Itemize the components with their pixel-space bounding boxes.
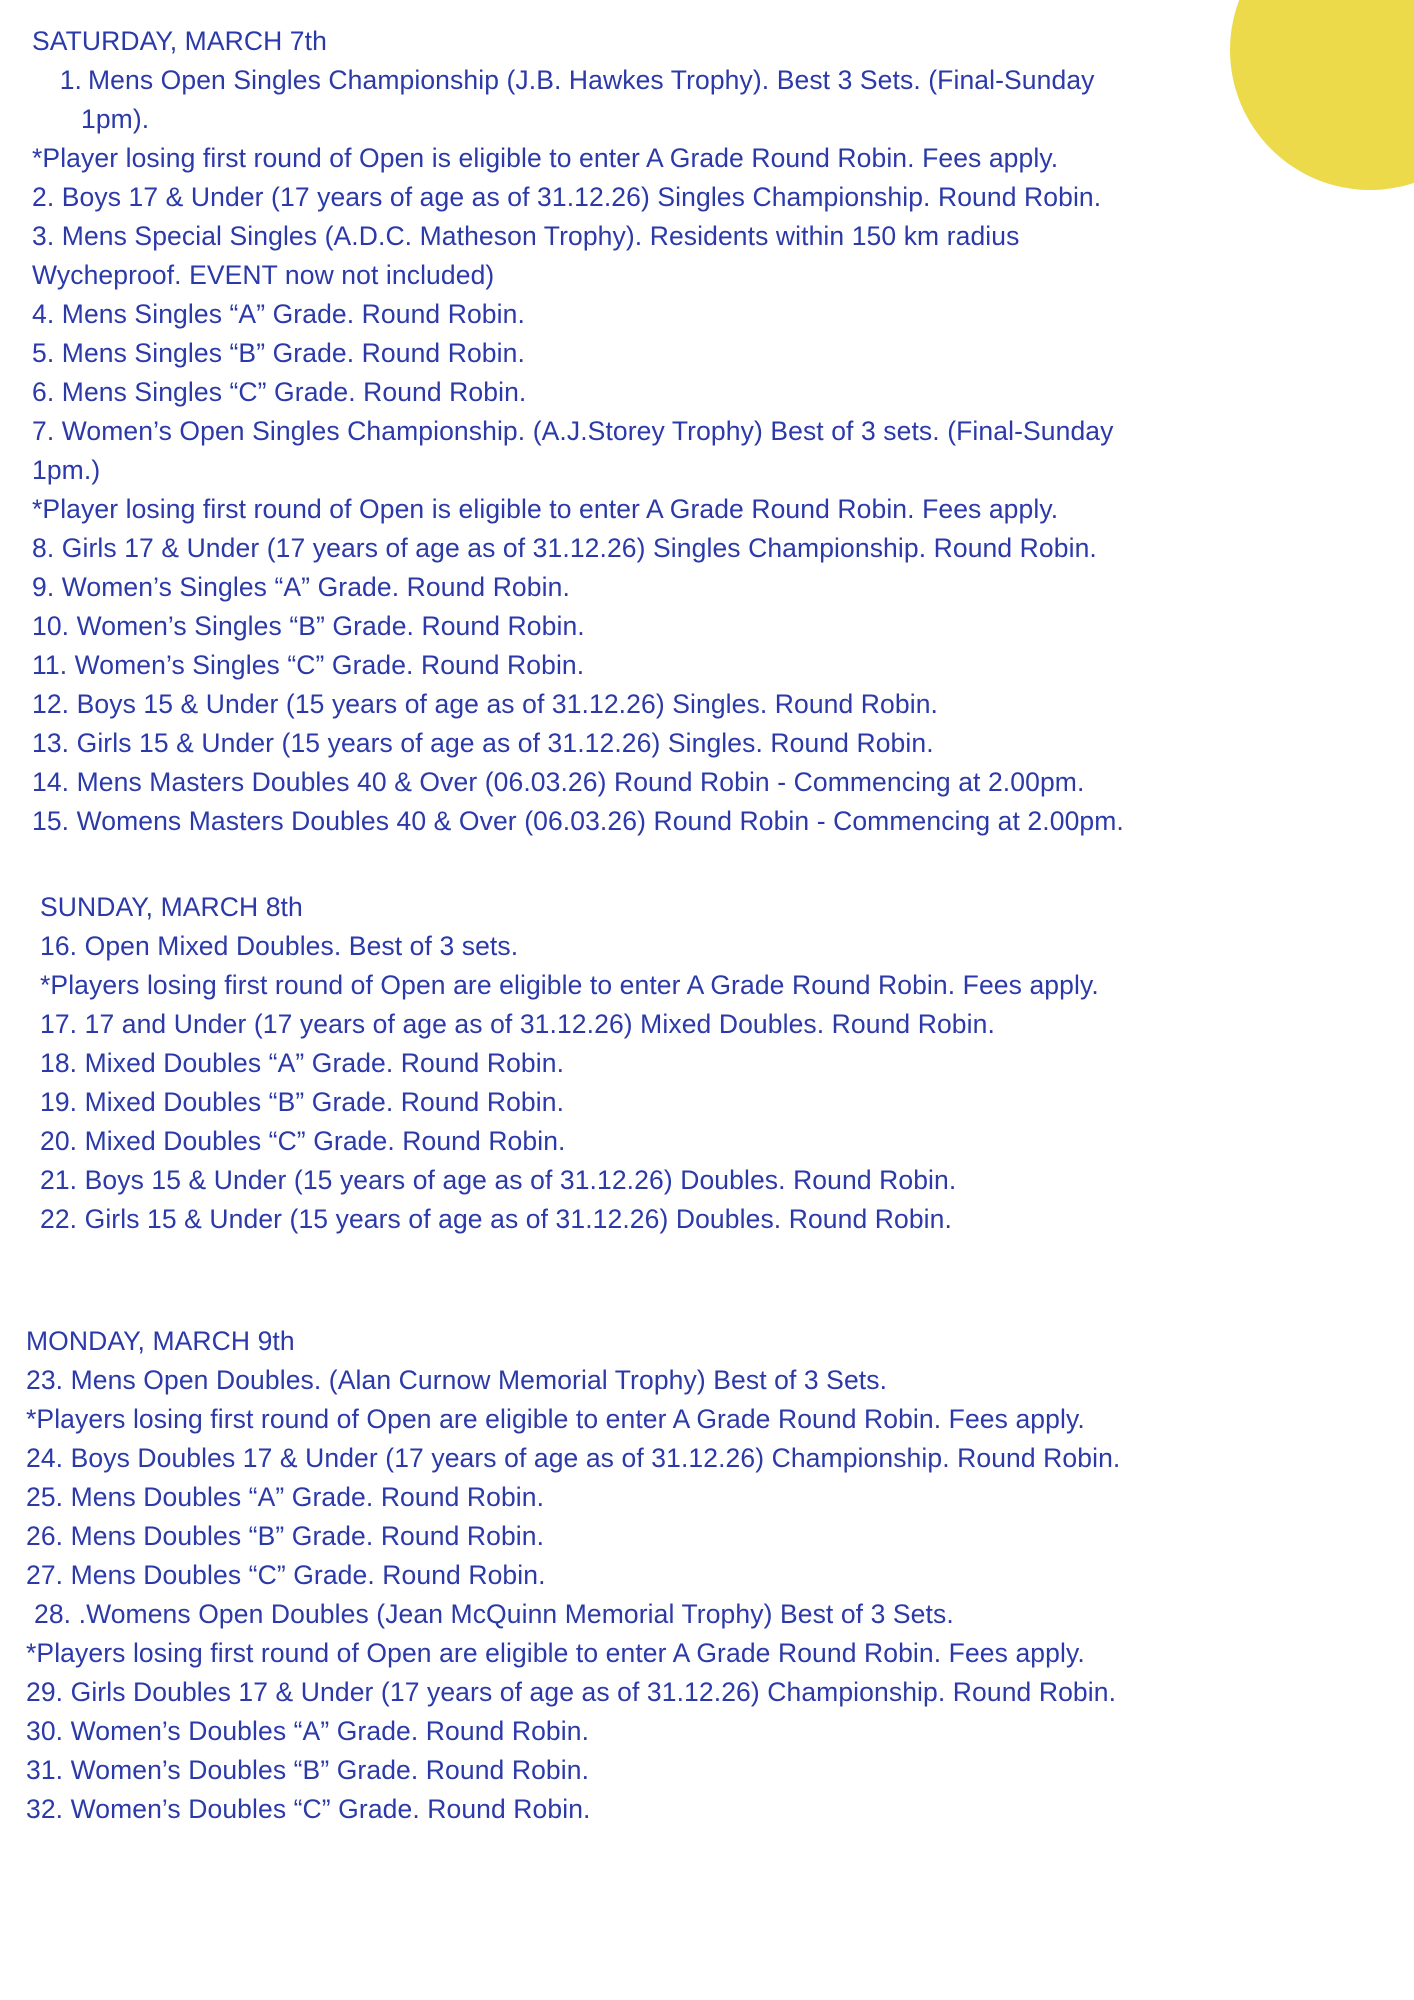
event-item-1 [32, 61, 1124, 100]
list-item: 3. Mens Special Singles (A.D.C. Matheson Trophy). Residents within 150 km radius [32, 221, 1020, 251]
list-item: 25. Mens Doubles “A” Grade. Round Robin. [26, 1482, 545, 1512]
event-item-1-text: Mens Open Singles Championship (J.B. Hawkes Trophy). Best 3 Sets. (Final-Sunday [88, 65, 1095, 95]
list-item: Wycheproof. EVENT now not included) [32, 260, 495, 290]
list-item: 29. Girls Doubles 17 & Under (17 years of age as of 31.12.26) Championship. Round Robin. [26, 1677, 1117, 1707]
event-item-1-number: 1. [59, 65, 82, 95]
decorative-yellow-circle [1230, 0, 1414, 190]
event-item-1-continuation: 1pm). [81, 104, 150, 134]
list-item: 23. Mens Open Doubles. (Alan Curnow Memorial Trophy) Best of 3 Sets. [26, 1365, 888, 1395]
list-item: *Player losing first round of Open is eligible to enter A Grade Round Robin. Fees apply. [32, 143, 1059, 173]
list-item: 8. Girls 17 & Under (17 years of age as of 31.12.26) Singles Championship. Round Robin. [32, 533, 1097, 563]
list-item: 19. Mixed Doubles “B” Grade. Round Robin. [40, 1087, 565, 1117]
list-item: 4. Mens Singles “A” Grade. Round Robin. [32, 299, 525, 329]
list-item: *Players losing first round of Open are eligible to enter A Grade Round Robin. Fees apply. [26, 1638, 1085, 1668]
list-item: 20. Mixed Doubles “C” Grade. Round Robin. [40, 1126, 566, 1156]
list-item: 14. Mens Masters Doubles 40 & Over (06.03.26) Round Robin - Commencing at 2.00pm. [32, 767, 1085, 797]
list-item: 30. Women’s Doubles “A” Grade. Round Robin. [26, 1716, 590, 1746]
saturday-heading: SATURDAY, MARCH 7th [32, 26, 327, 56]
list-item: 6. Mens Singles “C” Grade. Round Robin. [32, 377, 527, 407]
list-item: 11. Women’s Singles “C” Grade. Round Robin. [32, 650, 585, 680]
list-item: *Player losing first round of Open is eligible to enter A Grade Round Robin. Fees apply. [32, 494, 1059, 524]
list-item: 28. .Womens Open Doubles (Jean McQuinn Memorial Trophy) Best of 3 Sets. [34, 1599, 954, 1629]
list-item: 31. Women’s Doubles “B” Grade. Round Robin. [26, 1755, 590, 1785]
saturday-section [32, 22, 1124, 841]
list-item: *Players losing first round of Open are eligible to enter A Grade Round Robin. Fees apply. [26, 1404, 1085, 1434]
list-item: 27. Mens Doubles “C” Grade. Round Robin. [26, 1560, 546, 1590]
sunday-section [40, 888, 1099, 1239]
list-item: 17. 17 and Under (17 years of age as of 31.12.26) Mixed Doubles. Round Robin. [40, 1009, 995, 1039]
list-item: 26. Mens Doubles “B” Grade. Round Robin. [26, 1521, 545, 1551]
monday-heading: MONDAY, MARCH 9th [26, 1326, 295, 1356]
list-item: 2. Boys 17 & Under (17 years of age as of 31.12.26) Singles Championship. Round Robin. [32, 182, 1102, 212]
list-item: 10. Women’s Singles “B” Grade. Round Robin. [32, 611, 585, 641]
list-item: 21. Boys 15 & Under (15 years of age as of 31.12.26) Doubles. Round Robin. [40, 1165, 957, 1195]
list-item: 15. Womens Masters Doubles 40 & Over (06.03.26) Round Robin - Commencing at 2.00pm. [32, 806, 1124, 836]
list-item: 13. Girls 15 & Under (15 years of age as of 31.12.26) Singles. Round Robin. [32, 728, 934, 758]
list-item: 12. Boys 15 & Under (15 years of age as of 31.12.26) Singles. Round Robin. [32, 689, 939, 719]
list-item: 7. Women’s Open Singles Championship. (A.J.Storey Trophy) Best of 3 sets. (Final-Sunday [32, 416, 1114, 446]
list-item: 22. Girls 15 & Under (15 years of age as of 31.12.26) Doubles. Round Robin. [40, 1204, 952, 1234]
sunday-heading: SUNDAY, MARCH 8th [40, 892, 303, 922]
list-item: 5. Mens Singles “B” Grade. Round Robin. [32, 338, 525, 368]
list-item: 1pm.) [32, 455, 101, 485]
list-item: 32. Women’s Doubles “C” Grade. Round Robin. [26, 1794, 591, 1824]
list-item: 9. Women’s Singles “A” Grade. Round Robin. [32, 572, 570, 602]
list-item: 24. Boys Doubles 17 & Under (17 years of age as of 31.12.26) Championship. Round Robin. [26, 1443, 1121, 1473]
monday-section [26, 1322, 1120, 1829]
list-item: 18. Mixed Doubles “A” Grade. Round Robin. [40, 1048, 565, 1078]
list-item: 16. Open Mixed Doubles. Best of 3 sets. [40, 931, 519, 961]
list-item: *Players losing first round of Open are eligible to enter A Grade Round Robin. Fees apply. [40, 970, 1099, 1000]
